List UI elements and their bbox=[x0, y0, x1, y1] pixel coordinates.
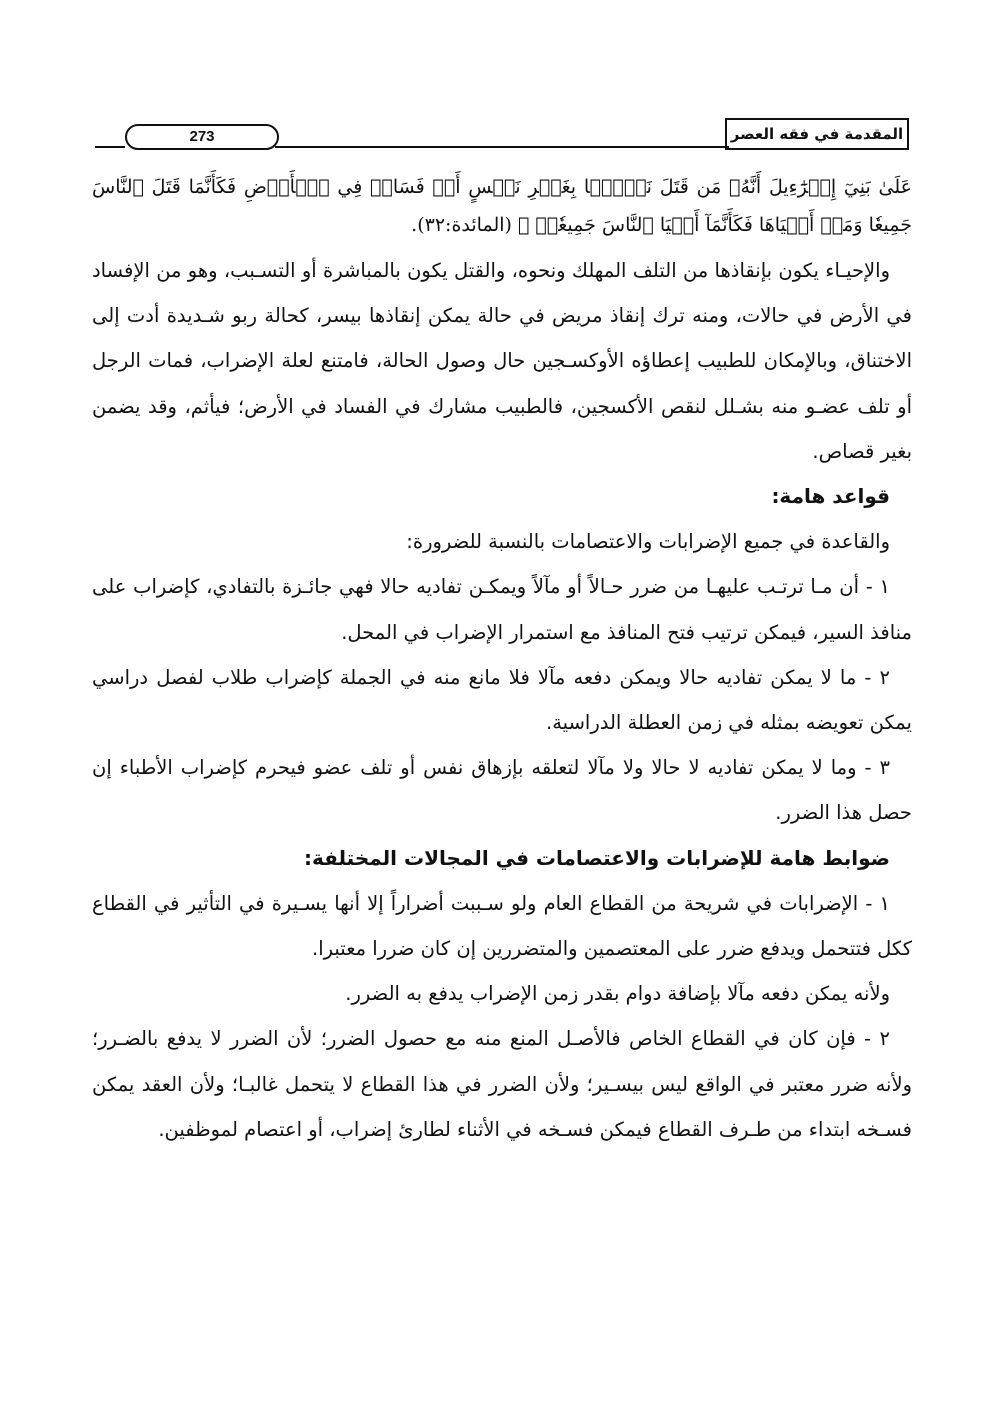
paragraph: ولأنه يمكن دفعه مآلا بإضافة دوام بقدر زمن الإضراب يدفع به الضرر. bbox=[345, 982, 890, 1006]
rule-item: ١ - أن مـا ترتـب عليهـا من ضرر حـالاً أو مآلاً ويمكـن تفاديه حالا فهي جائـزة بالتفادي، كإضراب على منافذ السير، فيمكن ترتيب فتح المنافذ مع استمرار الإضراب في المحل. bbox=[92, 575, 912, 644]
paragraph: والقاعدة في جميع الإضرابات والاعتصامات بالنسبة للضرورة: bbox=[406, 530, 890, 554]
page-number: 273 bbox=[125, 124, 279, 150]
rule-item: ٣ - وما لا يمكن تفاديه لا حالا ولا مآلا لتعلقه بإزهاق نفس أو تلف عضو فيحرم كإضراب الأطباء إن حصل هذا الضرر. bbox=[92, 756, 912, 825]
page-body bbox=[92, 168, 912, 1152]
running-title: المقدمة في فقه العصر bbox=[725, 118, 909, 150]
page-header bbox=[95, 118, 909, 148]
header-rule bbox=[95, 146, 125, 148]
control-item: ١ - الإضرابات في شريحة من القطاع العام ولو سـببت أضراراً إلا أنها يسـيرة في التأثير في القطاع ككل فتتحمل ويدفع ضرر على المعتصمين والمتضررين إن كان ضررا معتبرا. bbox=[92, 891, 912, 961]
header-rule bbox=[275, 146, 729, 148]
section-heading: قواعد هامة: bbox=[771, 484, 890, 509]
section-heading: ضوابط هامة للإضرابات والاعتصامات في المجالات المختلفة: bbox=[303, 845, 890, 870]
rule-item: ٢ - ما لا يمكن تفاديه حالا ويمكن دفعه مآلا فلا مانع منه في الجملة كإضراب طلاب لفصل دراسي يمكن تعويضه بمثله في زمن العطلة الدراسية. bbox=[92, 665, 912, 735]
paragraph: والإحيـاء يكون بإنقاذها من التلف المهلك ونحوه، والقتل يكون بالمباشرة أو التسـبب، وهو من الإفساد في الأرض في حالات، ومنه ترك إنقاذ مريض في حالة يمكن إنقاذها بيسر، كحالة ربو شـديدة أدت إلى الاختناق، وبالإمكان للطبيب إعطاؤه الأوكسـجين حال وصول الحالة، فامتنع لعلة الإضراب، فمات الرجل أو تلف عضـو منه بشـلل لنقص الأكسجين، فالطبيب مشارك في الفساد في الأرض؛ فيأثم، وقد يضمن بغير قصاص. bbox=[92, 259, 912, 463]
quran-verse: عَلَىٰ بَنِيٓ إِسۡرَٰٓءِيلَ أَنَّهُۥ مَن قَتَلَ نَفۡسَۢا بِغَيۡرِ نَفۡسٍ أَوۡ فَسَادٖ فِي ٱلۡأَرۡضِ فَكَأَنَّمَا قَتَلَ ٱلنَّاسَ جَمِيعٗا وَمَنۡ أَحۡيَاهَا فَكَأَنَّمَآ أَحۡيَا ٱلنَّاسَ جَمِيعٗاۚ ﴾ (المائدة:٣٢). bbox=[92, 176, 912, 236]
control-item: ٢ - فإن كان في القطاع الخاص فالأصـل المنع منه مع حصول الضرر؛ لأن الضرر لا يدفع بالضـرر؛ ولأنه ضرر معتبر في الواقع ليس بيسـير؛ ولأن الضرر في هذا القطاع لا يتحمل غالبـا؛ ولأن العقد يمكن فسـخه ابتداء من طـرف القطاع فيمكن فسـخه في الأثناء لطارئ إضراب، أو اعتصام لموظفين. bbox=[92, 1027, 912, 1141]
